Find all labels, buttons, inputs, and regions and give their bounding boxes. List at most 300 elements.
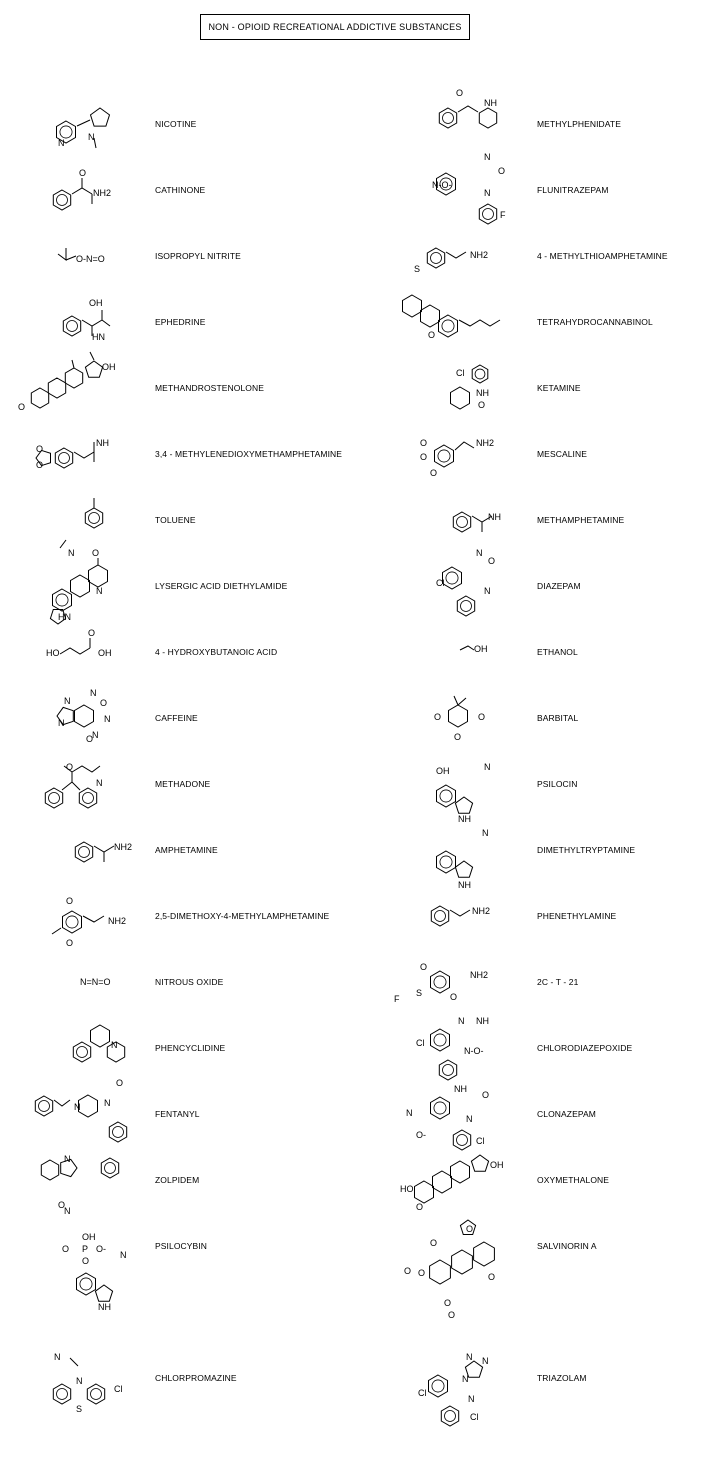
atom-label: NH [458, 814, 471, 824]
ring-a [430, 1260, 451, 1284]
structure-chlorpromazine [53, 1352, 122, 1414]
atom-label: N [96, 778, 103, 788]
atom-label: NH2 [472, 906, 491, 916]
phenyl-ring [439, 1060, 456, 1080]
ring-c [71, 575, 90, 597]
atom-label: O [454, 732, 462, 742]
ring-b [433, 1171, 452, 1193]
name-oxymetholone: OXYMETHALONE [537, 1175, 610, 1185]
aromatic-circle [66, 916, 78, 928]
atom-label: F [394, 994, 400, 1004]
pyridine-ring [41, 1160, 58, 1180]
bond [454, 696, 458, 705]
atom-label: N [64, 1154, 71, 1164]
name-nitrous-oxide: NITROUS OXIDE [155, 977, 224, 987]
benzene-ring [453, 512, 470, 532]
structure-toluene [85, 498, 102, 528]
aromatic-circle [446, 572, 458, 584]
aromatic-circle [445, 1411, 456, 1422]
structure-methandrostenolone [18, 352, 116, 412]
benzene-ring [427, 248, 444, 268]
benzene-ring [435, 445, 454, 467]
bond [60, 648, 90, 654]
atom-label: NH2 [93, 188, 112, 198]
benzo-ring [429, 1375, 448, 1397]
atom-label: O- [96, 1244, 106, 1254]
atom-label: O [466, 1224, 474, 1234]
name-ephedrine: EPHEDRINE [155, 317, 206, 327]
bond [54, 1100, 70, 1106]
atom-label: N [406, 1108, 413, 1118]
indole-benzene [77, 1273, 96, 1295]
name-zolpidem: ZOLPIDEM [155, 1175, 200, 1185]
aromatic-circle [434, 1034, 446, 1046]
phenyl-2 [79, 788, 96, 808]
atom-label: N [68, 548, 75, 558]
bond [70, 1358, 78, 1366]
atom-label: NH2 [470, 250, 489, 260]
structure-nicotine [57, 108, 110, 148]
atom-label: P [82, 1244, 89, 1254]
atom-label: N [58, 718, 65, 728]
structure-psilocin [436, 762, 491, 824]
aromatic-circle [461, 601, 472, 612]
structure-flunitrazepam [432, 152, 506, 224]
phenyl-1 [45, 788, 62, 808]
atom-label: OH [89, 298, 103, 308]
atom-label: N [484, 762, 491, 772]
atom-label: N [482, 828, 489, 838]
atom-label: O [418, 1268, 426, 1278]
piperidine-ring [79, 1095, 98, 1117]
atom-label: NH2 [108, 916, 127, 926]
atom-label: N [104, 1098, 111, 1108]
structure-dom [52, 896, 126, 948]
page-title-text: NON - OPIOID RECREATIONAL ADDICTIVE SUBSTANCES [208, 22, 462, 32]
name-methadone: METHADONE [155, 779, 211, 789]
atom-label: Cl [456, 368, 465, 378]
benzene-ring [63, 316, 80, 336]
atom-label: OH [82, 1232, 96, 1242]
structure-barbital [434, 696, 485, 742]
atom-label: HN [92, 332, 105, 342]
atom-label: Cl [470, 1412, 479, 1422]
name-mdma: 3,4 - METHYLENEDIOXYMETHAMPHETAMINE [155, 449, 343, 459]
atom-label: N [54, 1352, 61, 1362]
atom-label: O [62, 1244, 70, 1254]
structure-zolpidem [41, 1154, 118, 1216]
aromatic-circle [77, 1047, 88, 1058]
aromatic-circle [91, 1389, 102, 1400]
ring-right [87, 1384, 104, 1404]
five-ring [91, 108, 110, 126]
structure-nitrous-oxide [80, 977, 111, 987]
name-cathinone: CATHINONE [155, 185, 206, 195]
name-chlordiazepoxide: CHLORODIAZEPOXIDE [537, 1043, 633, 1053]
aromatic-circle [113, 1127, 124, 1138]
ring-c [65, 368, 82, 388]
bond [60, 540, 66, 548]
atom-label: O [488, 556, 496, 566]
benzene-ring [85, 508, 102, 528]
five-ring [455, 861, 472, 877]
structure-thc [403, 295, 501, 340]
atom-label: NH [96, 438, 109, 448]
aromatic-circle [105, 1163, 116, 1174]
atom-label: NH [458, 880, 471, 890]
name-mescaline: MESCALINE [537, 449, 588, 459]
name-psilocybin: PSILOCYBIN [155, 1241, 208, 1251]
structure-ketamine [451, 365, 490, 410]
indole-benzene [53, 589, 72, 611]
aromatic-circle [49, 793, 60, 804]
structure-methamphetamine [453, 512, 501, 532]
atom-label: O [444, 1298, 452, 1308]
atom-label: OH [102, 362, 116, 372]
atom-label: N-O- [432, 180, 452, 190]
name-methylphenidate: METHYLPHENIDATE [537, 119, 621, 129]
name-dmt: DIMETHYLTRYPTAMINE [537, 845, 636, 855]
five-ring [95, 1285, 112, 1301]
structure-2c-t-21 [394, 962, 488, 1004]
aromatic-circle [39, 1101, 50, 1112]
atom-label: O [488, 1272, 496, 1282]
aromatic-circle [443, 1065, 454, 1076]
bond [460, 646, 474, 650]
atom-label: Cl [114, 1384, 123, 1394]
aromatic-circle [79, 847, 90, 858]
atom-label: N [476, 548, 483, 558]
atom-label: Cl [476, 1136, 485, 1146]
bond [58, 248, 66, 260]
atom-label: N [111, 1040, 118, 1050]
atom-label: N [88, 132, 95, 142]
structure-fentanyl [35, 1078, 126, 1142]
bond [458, 698, 466, 705]
aromatic-circle [440, 790, 452, 802]
atom-label: O [36, 444, 44, 454]
benzene-ring [53, 190, 70, 210]
structure-diazepam [436, 548, 495, 616]
atom-label: HO [46, 648, 60, 658]
anilide-phenyl [109, 1122, 126, 1142]
atom-label: O [434, 712, 442, 722]
name-diazepam: DIAZEPAM [537, 581, 581, 591]
aromatic-circle [57, 195, 68, 206]
benzene-ring [431, 971, 450, 993]
name-isopropyl-nitrite: ISOPROPYL NITRITE [155, 251, 241, 261]
structure-cathinone [53, 168, 111, 210]
name-phencyclidine: PHENCYCLIDINE [155, 1043, 226, 1053]
atom-label: Cl [416, 1038, 425, 1048]
atom-label: NH [98, 1302, 111, 1312]
phenyl-ring [35, 1096, 52, 1116]
phenyl-ring [73, 1042, 90, 1062]
structure-isopropyl-nitrite [58, 248, 105, 264]
aromatic-circle [83, 793, 94, 804]
aromatic-circle [80, 1278, 92, 1290]
atom-label: O [430, 1238, 438, 1248]
atom-label: N [466, 1114, 473, 1124]
structure-lsd [50, 540, 107, 624]
lactone-ring [474, 1242, 495, 1266]
bond [83, 916, 104, 922]
bond [450, 910, 470, 916]
name-ketamine: KETAMINE [537, 383, 581, 393]
atom-label: O [79, 168, 87, 178]
aromatic-circle [57, 1389, 68, 1400]
structure-psilocybin [62, 1232, 127, 1312]
atom-label: N [90, 688, 97, 698]
structure-caffeine [57, 688, 111, 744]
bond [458, 106, 478, 112]
five-ring [455, 797, 472, 813]
chlorophenyl [472, 365, 488, 383]
atom-label: S [76, 1404, 83, 1414]
atom-label: O [36, 460, 44, 470]
atom-label: Cl [436, 578, 445, 588]
atom-label: O [448, 1310, 456, 1320]
atom-label: NH2 [470, 970, 489, 980]
cyclohexyl-ring [91, 1025, 110, 1047]
atom-label: N [484, 188, 491, 198]
aromatic-circle [483, 209, 494, 220]
atom-label: N [484, 152, 491, 162]
atom-label: NH [476, 388, 489, 398]
indole-benzene [437, 851, 456, 873]
atom-label: N [466, 1352, 473, 1362]
structure-dmt [437, 828, 489, 890]
structure-4-mta [414, 248, 488, 274]
atom-label: Cl [418, 1388, 427, 1398]
ring-a [415, 1181, 434, 1203]
atom-label: O [82, 1256, 90, 1266]
atom-label: O-N=O [76, 254, 105, 264]
atom-label: N [58, 138, 65, 148]
fluorophenyl [479, 204, 496, 224]
ring-c [403, 295, 422, 317]
bond [94, 138, 96, 148]
aromatic-circle [440, 856, 452, 868]
name-caffeine: CAFFEINE [155, 713, 198, 723]
aromatic-ring [439, 315, 458, 337]
piperidine-ring [479, 108, 496, 128]
atom-label: O [420, 452, 428, 462]
benzene-ring [431, 906, 448, 926]
bond [52, 928, 61, 934]
atom-label: OH [474, 644, 488, 654]
structure-mdma [36, 438, 109, 470]
name-triazolam: TRIAZOLAM [537, 1373, 587, 1383]
atom-label: O [420, 438, 428, 448]
structure-clonazepam [406, 1084, 489, 1150]
ring-b [421, 305, 440, 327]
aromatic-circle [434, 1102, 446, 1114]
aromatic-circle [457, 517, 468, 528]
name-salvinorin-a: SALVINORIN A [537, 1241, 597, 1251]
atom-label: O [430, 468, 438, 478]
aromatic-circle [56, 594, 68, 606]
name-lsd: LYSERGIC ACID DIETHYLAMIDE [155, 581, 288, 591]
aromatic-circle [443, 113, 454, 124]
atom-label: OH [436, 766, 450, 776]
atom-label: NH [454, 1084, 467, 1094]
ring-left [53, 1384, 70, 1404]
name-toluene: TOLUENE [155, 515, 196, 525]
name-psilocin: PSILOCIN [537, 779, 578, 789]
ring-b [48, 378, 65, 398]
structure-amphetamine [75, 842, 132, 862]
structure-ghb [46, 628, 112, 658]
structure-salvinorin-a [404, 1220, 495, 1320]
ring-c [451, 1161, 470, 1183]
name-amphetamine: AMPHETAMINE [155, 845, 218, 855]
phenyl-ring [439, 108, 456, 128]
name-methandrostenolone: METHANDROSTENOLONE [155, 383, 265, 393]
five-ring [471, 1155, 488, 1171]
atom-label: N-O- [464, 1046, 484, 1056]
tolyl-ring [101, 1158, 118, 1178]
structure-mescaline [420, 438, 494, 478]
atom-label: O [416, 1202, 424, 1212]
pyrimidine-ring [449, 705, 468, 727]
atom-label: F [500, 210, 506, 220]
atom-label: N [92, 730, 99, 740]
bond [72, 188, 92, 194]
atom-label: OH [490, 1160, 504, 1170]
bond [90, 352, 94, 360]
pyrimidine-ring [75, 705, 94, 727]
bond [459, 320, 500, 326]
atom-label: O [428, 330, 436, 340]
atom-label: S [416, 988, 423, 998]
atom-label: N [482, 1356, 489, 1366]
aromatic-circle [60, 126, 72, 138]
bond [74, 442, 94, 458]
atom-label: NH [488, 512, 501, 522]
name-2c-t-21: 2C - T - 21 [537, 977, 579, 987]
structure-methadone [45, 762, 102, 808]
atom-label: N [74, 1102, 81, 1112]
atom-label: O [404, 1266, 412, 1276]
bond [72, 766, 100, 772]
atom-label: O- [416, 1130, 426, 1140]
aromatic-circle [442, 320, 454, 332]
atom-label: O [478, 712, 486, 722]
name-nicotine: NICOTINE [155, 119, 197, 129]
aromatic-circle [431, 253, 442, 264]
ring-b [452, 1250, 473, 1274]
atom-label: N [104, 714, 111, 724]
atom-label: O [66, 762, 74, 772]
atom-label: O [482, 1090, 490, 1100]
ring-a [31, 388, 48, 408]
name-barbital: BARBITAL [537, 713, 579, 723]
name-fentanyl: FENTANYL [155, 1109, 200, 1119]
atom-label: O [100, 698, 108, 708]
bond [72, 360, 74, 368]
name-clonazepam: CLONAZEPAM [537, 1109, 596, 1119]
bond [82, 310, 102, 326]
indole-benzene [437, 785, 456, 807]
atom-label: O [66, 896, 74, 906]
name-ghb: 4 - HYDROXYBUTANOIC ACID [155, 647, 278, 657]
atom-label: O [88, 628, 96, 638]
aromatic-circle [435, 911, 446, 922]
benzo-ring [431, 1097, 450, 1119]
name-methamphetamine: METHAMPHETAMINE [537, 515, 625, 525]
atom-label: O [92, 548, 100, 558]
name-dom: 2,5-DIMETHOXY-4-METHYLAMPHETAMINE [155, 911, 330, 921]
atom-label: O [66, 938, 74, 948]
bond [66, 256, 76, 260]
atom-label: N [64, 1206, 71, 1216]
name-flunitrazepam: FLUNITRAZEPAM [537, 185, 609, 195]
aromatic-circle [457, 1135, 468, 1146]
structure-triazolam [418, 1352, 489, 1426]
phenyl-ring [457, 596, 474, 616]
bond [102, 320, 110, 326]
benzo-ring [443, 567, 462, 589]
name-ethanol: ETHANOL [537, 647, 578, 657]
structure-phenethylamine [431, 906, 490, 926]
aromatic-circle [434, 976, 446, 988]
atom-label: O [478, 400, 486, 410]
bond [62, 782, 80, 790]
bond [77, 120, 90, 126]
structure-oxymetholone [400, 1155, 504, 1212]
atom-label: O [116, 1078, 124, 1088]
structure-phencyclidine [73, 1025, 124, 1062]
atom-label: N [96, 586, 103, 596]
ring-d [89, 565, 108, 587]
atom-label: HO [400, 1184, 414, 1194]
atom-label: N [458, 1016, 465, 1026]
atom-label: S [414, 264, 421, 274]
name-phenethylamine: PHENETHYLAMINE [537, 911, 617, 921]
atom-label: NH2 [476, 438, 495, 448]
atom-label: N=N=O [80, 977, 111, 987]
atom-label: O [58, 1200, 66, 1210]
aromatic-circle [67, 321, 78, 332]
cyclohexanone [451, 387, 470, 409]
atom-label: O [18, 402, 26, 412]
aromatic-circle [432, 1380, 444, 1392]
atom-label: HN [58, 612, 71, 622]
atom-label: N [484, 586, 491, 596]
atom-label: O [450, 992, 458, 1002]
bond [94, 846, 114, 852]
name-chlorpromazine: CHLORPROMAZINE [155, 1373, 237, 1383]
atom-label: N [462, 1374, 469, 1384]
atom-label: N [468, 1394, 475, 1404]
aromatic-circle [59, 453, 70, 464]
benzene-ring [63, 911, 82, 933]
chlorophenyl [441, 1406, 458, 1426]
five-ring [85, 361, 102, 377]
atom-label: N [120, 1250, 127, 1260]
benzene-ring [55, 448, 72, 468]
aromatic-circle [89, 513, 100, 524]
bond [455, 442, 474, 450]
atom-label: O [420, 962, 428, 972]
bond [446, 252, 466, 258]
atom-label: O [498, 166, 506, 176]
benzo-ring [431, 1029, 450, 1051]
benzene-ring [75, 842, 92, 862]
structure-methylphenidate [439, 88, 497, 128]
structure-ephedrine [63, 298, 110, 342]
